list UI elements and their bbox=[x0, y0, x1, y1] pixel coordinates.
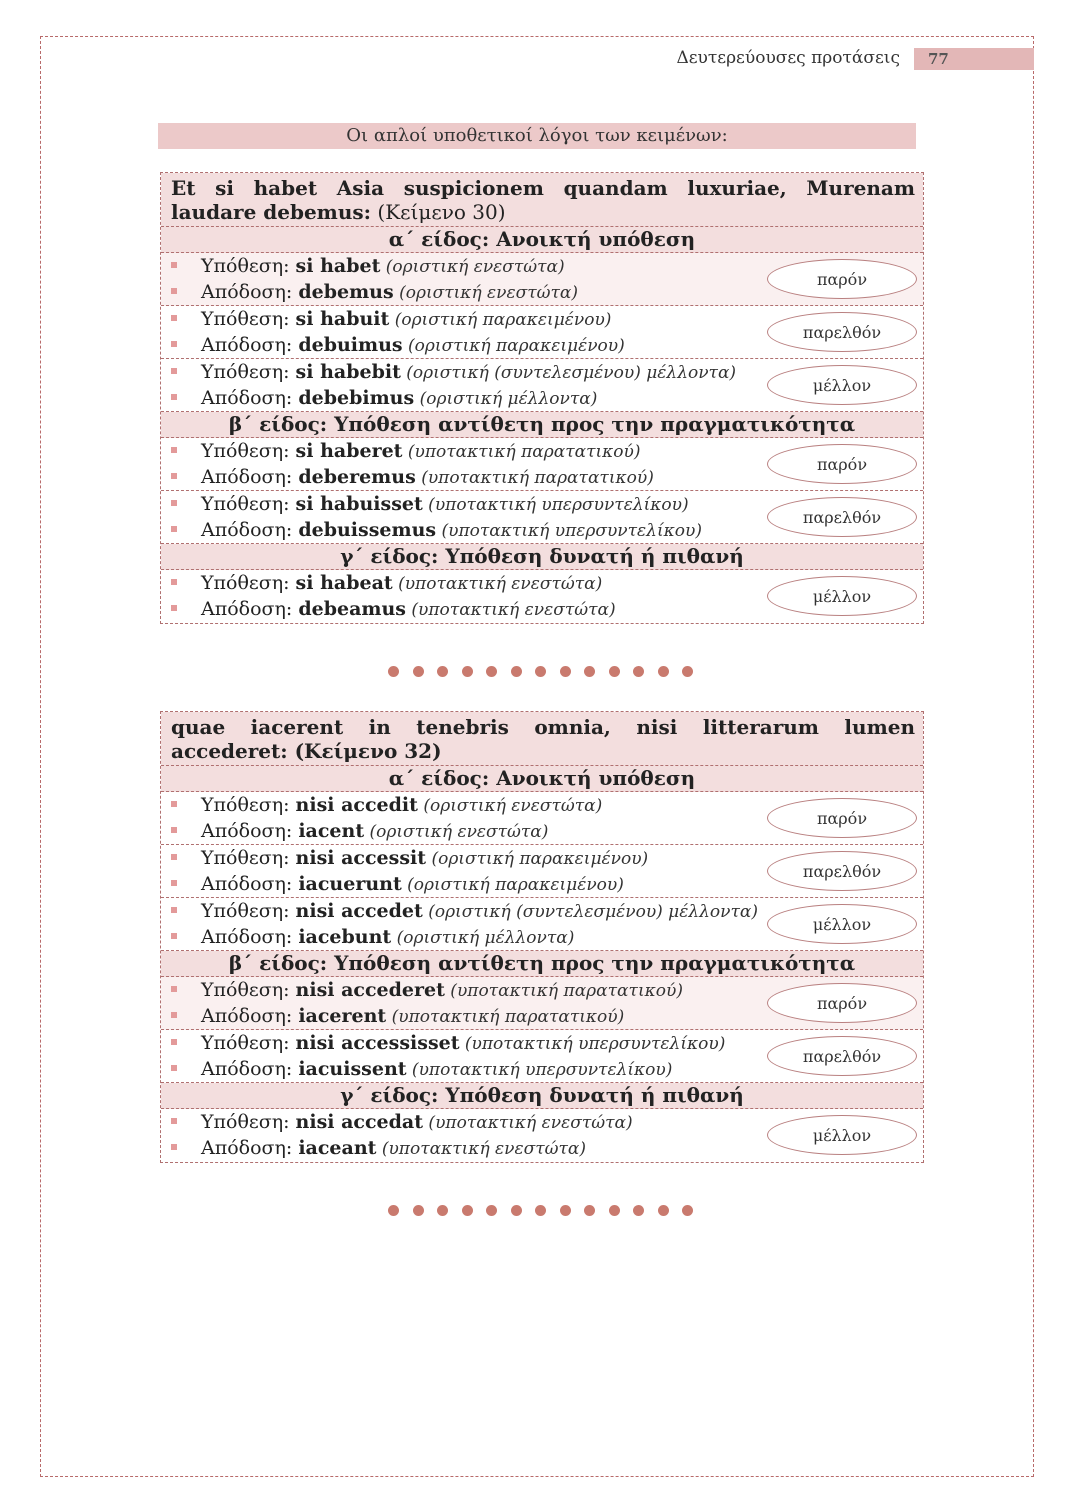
conditional-panel-text-32 bbox=[160, 711, 924, 1163]
grammar-note: (υποτακτική παρατατικού) bbox=[386, 1007, 625, 1027]
bullet-icon bbox=[171, 526, 177, 532]
condition-row bbox=[161, 792, 923, 845]
condition-type-heading: β΄ είδος: Υπόθεση αντίθετη προς την πραγματικότητα bbox=[161, 412, 923, 438]
protasis-line bbox=[171, 438, 641, 464]
bullet-icon bbox=[171, 1144, 177, 1150]
tense-oval: παρόν bbox=[767, 259, 917, 299]
condition-type-heading: α΄ είδος: Ανοικτή υπόθεση bbox=[161, 227, 923, 253]
tense-oval: παρελθόν bbox=[767, 1036, 917, 1076]
condition-row bbox=[161, 845, 923, 898]
condition-row bbox=[161, 306, 923, 359]
sentence-line-2 bbox=[171, 739, 915, 763]
latin-sentence bbox=[161, 712, 923, 766]
line-label: Υπόθεση: bbox=[201, 361, 296, 383]
sentence-line-2 bbox=[171, 200, 915, 224]
grammar-note: (υποτακτική υπερσυντελίκου) bbox=[422, 495, 689, 515]
condition-row bbox=[161, 898, 923, 951]
protasis-line bbox=[171, 570, 602, 596]
section-heading: Οι απλοί υποθετικοί λόγοι των κειμένων: bbox=[158, 123, 916, 149]
latin-verb: iaceant bbox=[298, 1137, 377, 1159]
latin-verb: debuissemus bbox=[298, 519, 437, 541]
apodosis-line bbox=[171, 924, 574, 950]
dot-separator bbox=[388, 1203, 693, 1217]
grammar-note: (οριστική παρακειμένου) bbox=[402, 336, 625, 356]
grammar-note: (οριστική ενεστώτα) bbox=[380, 257, 565, 277]
line-label: Υπόθεση: bbox=[201, 255, 296, 277]
latin-verb: si habeat bbox=[295, 572, 393, 594]
latin-verb: si habuisset bbox=[295, 493, 423, 515]
apodosis-line bbox=[171, 279, 578, 305]
grammar-note: (υποτακτική ενεστώτα) bbox=[392, 574, 603, 594]
page-number: 77 bbox=[914, 48, 1034, 70]
running-title: Δευτερεύουσες προτάσεις bbox=[676, 48, 900, 68]
latin-sentence bbox=[161, 173, 923, 227]
tense-oval: παρόν bbox=[767, 444, 917, 484]
bullet-icon bbox=[171, 1118, 177, 1124]
bullet-icon bbox=[171, 827, 177, 833]
grammar-note: (οριστική μέλλοντα) bbox=[414, 389, 598, 409]
apodosis-line bbox=[171, 871, 624, 897]
line-label: Απόδοση: bbox=[201, 466, 299, 488]
latin-verb: debeamus bbox=[298, 598, 407, 620]
protasis-line bbox=[171, 306, 611, 332]
grammar-note: (υποτακτική ενεστώτα) bbox=[376, 1139, 587, 1159]
bullet-icon bbox=[171, 341, 177, 347]
line-label: Υπόθεση: bbox=[201, 900, 296, 922]
protasis-line bbox=[171, 1109, 633, 1135]
bullet-icon bbox=[171, 315, 177, 321]
bullet-icon bbox=[171, 1012, 177, 1018]
apodosis-line bbox=[171, 818, 548, 844]
condition-row bbox=[161, 491, 923, 544]
running-header bbox=[600, 48, 1034, 70]
latin-verb: nisi accedat bbox=[295, 1111, 424, 1133]
bullet-icon bbox=[171, 579, 177, 585]
protasis-line bbox=[171, 898, 758, 924]
latin-verb: debuimus bbox=[298, 334, 403, 356]
apodosis-line bbox=[171, 1056, 672, 1082]
tense-oval: παρελθόν bbox=[767, 312, 917, 352]
grammar-note: (οριστική (συντελεσμένου) μέλλοντα) bbox=[400, 363, 737, 383]
protasis-line bbox=[171, 977, 683, 1003]
condition-type-heading: β΄ είδος: Υπόθεση αντίθετη προς την πραγματικότητα bbox=[161, 951, 923, 977]
bullet-icon bbox=[171, 801, 177, 807]
apodosis-line bbox=[171, 1003, 624, 1029]
sentence-line-2-text: laudare debemus: bbox=[171, 200, 372, 224]
line-label: Υπόθεση: bbox=[201, 440, 296, 462]
grammar-note: (υποτακτική υπερσυντελίκου) bbox=[459, 1034, 726, 1054]
protasis-line bbox=[171, 792, 602, 818]
condition-type-heading: γ΄ είδος: Υπόθεση δυνατή ή πιθανή bbox=[161, 544, 923, 570]
condition-row bbox=[161, 438, 923, 491]
latin-verb: nisi accessisset bbox=[295, 1032, 460, 1054]
line-label: Υπόθεση: bbox=[201, 847, 296, 869]
protasis-line bbox=[171, 1030, 725, 1056]
latin-verb: iacerent bbox=[298, 1005, 387, 1027]
grammar-note: (υποτακτική παρατατικού) bbox=[415, 468, 654, 488]
latin-verb: iacebunt bbox=[298, 926, 392, 948]
grammar-note: (υποτακτική παρατατικού) bbox=[402, 442, 641, 462]
line-label: Υπόθεση: bbox=[201, 493, 296, 515]
line-label: Απόδοση: bbox=[201, 598, 299, 620]
line-label: Απόδοση: bbox=[201, 1058, 299, 1080]
grammar-note: (οριστική ενεστώτα) bbox=[364, 822, 549, 842]
apodosis-line bbox=[171, 385, 597, 411]
latin-verb: si habet bbox=[295, 255, 381, 277]
apodosis-line bbox=[171, 517, 702, 543]
condition-row bbox=[161, 253, 923, 306]
grammar-note: (οριστική παρακειμένου) bbox=[401, 875, 624, 895]
protasis-line bbox=[171, 359, 736, 385]
line-label: Απόδοση: bbox=[201, 820, 299, 842]
line-label: Απόδοση: bbox=[201, 281, 299, 303]
tense-oval: μέλλον bbox=[767, 365, 917, 405]
grammar-note: (οριστική μέλλοντα) bbox=[391, 928, 575, 948]
line-label: Υπόθεση: bbox=[201, 1032, 296, 1054]
line-label: Απόδοση: bbox=[201, 873, 299, 895]
bullet-icon bbox=[171, 907, 177, 913]
line-label: Υπόθεση: bbox=[201, 979, 296, 1001]
grammar-note: (υποτακτική υπερσυντελίκου) bbox=[406, 1060, 673, 1080]
latin-verb: nisi accessit bbox=[295, 847, 427, 869]
protasis-line bbox=[171, 491, 689, 517]
tense-oval: μέλλον bbox=[767, 576, 917, 616]
line-label: Υπόθεση: bbox=[201, 572, 296, 594]
condition-row bbox=[161, 1030, 923, 1083]
bullet-icon bbox=[171, 473, 177, 479]
sentence-line-1: Et si habet Asia suspicionem quandam luxuriae, Murenam bbox=[171, 176, 915, 200]
line-label: Απόδοση: bbox=[201, 1005, 299, 1027]
line-label: Απόδοση: bbox=[201, 334, 299, 356]
bullet-icon bbox=[171, 500, 177, 506]
bullet-icon bbox=[171, 880, 177, 886]
bullet-icon bbox=[171, 262, 177, 268]
bullet-icon bbox=[171, 1039, 177, 1045]
protasis-line bbox=[171, 253, 565, 279]
bullet-icon bbox=[171, 605, 177, 611]
tense-oval: μέλλον bbox=[767, 1115, 917, 1155]
grammar-note: (οριστική παρακειμένου) bbox=[389, 310, 612, 330]
bullet-icon bbox=[171, 933, 177, 939]
bullet-icon bbox=[171, 288, 177, 294]
grammar-note: (οριστική (συντελεσμένου) μέλλοντα) bbox=[422, 902, 758, 922]
latin-verb: iacuerunt bbox=[298, 873, 402, 895]
latin-verb: si habuit bbox=[295, 308, 390, 330]
line-label: Υπόθεση: bbox=[201, 794, 296, 816]
sentence-reference: (Κείμενο 30) bbox=[371, 200, 506, 224]
latin-verb: debemus bbox=[298, 281, 394, 303]
line-label: Απόδοση: bbox=[201, 387, 299, 409]
dot-separator bbox=[388, 664, 693, 678]
conditional-panel-text-30 bbox=[160, 172, 924, 624]
latin-verb: nisi accederet bbox=[295, 979, 445, 1001]
bullet-icon bbox=[171, 447, 177, 453]
latin-verb: si haberet bbox=[295, 440, 403, 462]
grammar-note: (οριστική ενεστώτα) bbox=[417, 796, 603, 816]
sentence-line-2-text: accederet: (Κείμενο 32) bbox=[171, 739, 442, 763]
latin-verb: si habebit bbox=[295, 361, 401, 383]
bullet-icon bbox=[171, 394, 177, 400]
bullet-icon bbox=[171, 368, 177, 374]
apodosis-line bbox=[171, 1135, 586, 1161]
apodosis-line bbox=[171, 332, 625, 358]
condition-row bbox=[161, 570, 923, 623]
apodosis-line bbox=[171, 596, 616, 622]
grammar-note: (υποτακτική ενεστώτα) bbox=[406, 600, 616, 620]
latin-verb: nisi accedet bbox=[295, 900, 423, 922]
condition-row bbox=[161, 977, 923, 1030]
bullet-icon bbox=[171, 1065, 177, 1071]
condition-type-heading: γ΄ είδος: Υπόθεση δυνατή ή πιθανή bbox=[161, 1083, 923, 1109]
protasis-line bbox=[171, 845, 648, 871]
condition-row bbox=[161, 1109, 923, 1162]
bullet-icon bbox=[171, 986, 177, 992]
tense-oval: παρελθόν bbox=[767, 497, 917, 537]
apodosis-line bbox=[171, 464, 654, 490]
tense-oval: παρόν bbox=[767, 983, 917, 1023]
sentence-line-1: quae iacerent in tenebris omnia, nisi litterarum lumen bbox=[171, 715, 915, 739]
grammar-note: (υποτακτική ενεστώτα) bbox=[423, 1113, 633, 1133]
grammar-note: (οριστική ενεστώτα) bbox=[393, 283, 579, 303]
grammar-note: (υποτακτική υπερσυντελίκου) bbox=[436, 521, 702, 541]
line-label: Απόδοση: bbox=[201, 519, 299, 541]
latin-verb: nisi accedit bbox=[295, 794, 418, 816]
line-label: Απόδοση: bbox=[201, 926, 299, 948]
line-label: Απόδοση: bbox=[201, 1137, 299, 1159]
latin-verb: deberemus bbox=[298, 466, 416, 488]
grammar-note: (υποτακτική παρατατικού) bbox=[444, 981, 683, 1001]
tense-oval: παρελθόν bbox=[767, 851, 917, 891]
line-label: Υπόθεση: bbox=[201, 308, 296, 330]
condition-row bbox=[161, 359, 923, 412]
condition-type-heading: α΄ είδος: Ανοικτή υπόθεση bbox=[161, 766, 923, 792]
grammar-note: (οριστική παρακειμένου) bbox=[426, 849, 649, 869]
tense-oval: μέλλον bbox=[767, 904, 917, 944]
latin-verb: debebimus bbox=[298, 387, 415, 409]
line-label: Υπόθεση: bbox=[201, 1111, 296, 1133]
bullet-icon bbox=[171, 854, 177, 860]
tense-oval: παρόν bbox=[767, 798, 917, 838]
latin-verb: iacent bbox=[298, 820, 365, 842]
latin-verb: iacuissent bbox=[298, 1058, 407, 1080]
